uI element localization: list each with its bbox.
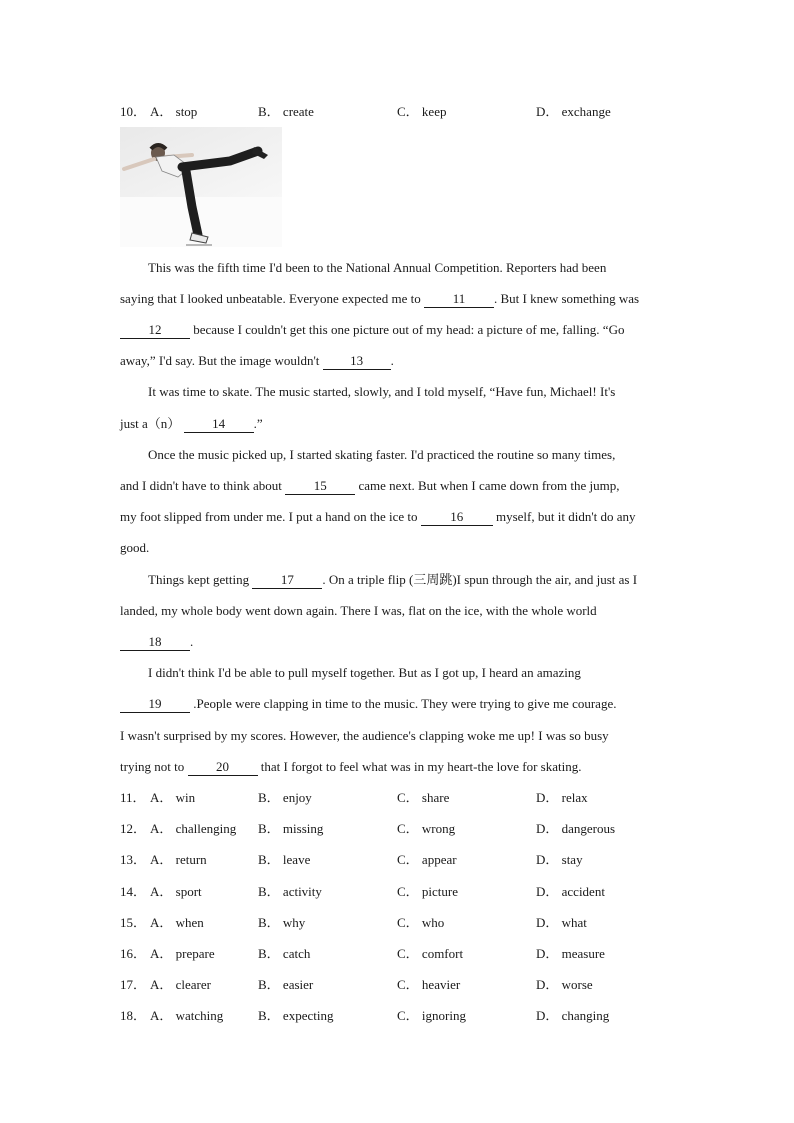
question-15-options <box>120 913 720 933</box>
passage-text: good. <box>120 540 150 555</box>
passage-text: .” <box>253 416 263 431</box>
option-b: B． activity <box>258 884 322 899</box>
blank-20[interactable]: 20 <box>188 759 258 776</box>
blank-11[interactable]: 11 <box>424 291 494 308</box>
figure-skater-image <box>120 127 282 247</box>
passage-text: and I didn't have to think about <box>120 478 286 493</box>
blank-18[interactable]: 18 <box>120 634 190 651</box>
passage-text: . <box>190 634 194 649</box>
question-13-options <box>120 850 720 870</box>
option-b: B． missing <box>258 821 324 836</box>
passage-line <box>120 476 680 496</box>
option-a: A． clearer <box>150 977 211 992</box>
option-b: B． easier <box>258 977 314 992</box>
passage-line <box>120 320 680 340</box>
option-b: B． expecting <box>258 1008 334 1023</box>
question-number: 18． <box>120 1008 147 1023</box>
option-a: A． watching <box>150 1008 224 1023</box>
question-17-options <box>120 975 720 995</box>
option-a: A． sport <box>150 884 202 899</box>
blank-14[interactable]: 14 <box>184 416 254 433</box>
passage-text: came next. But when I came down from the jump, <box>355 478 620 493</box>
passage-text: Things kept getting <box>148 572 253 587</box>
option-a: A． when <box>150 915 204 930</box>
option-d: D． measure <box>536 946 605 961</box>
passage-line <box>148 258 680 278</box>
passage-line <box>120 289 680 309</box>
option-d: D． accident <box>536 884 605 899</box>
passage-line <box>120 632 680 652</box>
option-c: C． ignoring <box>397 1008 466 1023</box>
option-c: C． appear <box>397 852 457 867</box>
passage-line <box>148 382 680 402</box>
blank-15[interactable]: 15 <box>285 478 355 495</box>
passage-line <box>120 414 680 434</box>
option-a: A． return <box>150 852 207 867</box>
passage-text: trying not to <box>120 759 188 774</box>
option-d: D． stay <box>536 852 583 867</box>
question-16-options <box>120 944 720 964</box>
passage-text: . But I knew something was <box>493 291 640 306</box>
passage-text: that I forgot to feel what was in my heart-the love for skating. <box>257 759 582 774</box>
passage-text: away,” I'd say. But the image wouldn't <box>120 353 323 368</box>
question-14-options <box>120 882 720 902</box>
blank-12[interactable]: 12 <box>120 322 190 339</box>
passage-line <box>148 570 680 590</box>
option-c: C． share <box>397 790 450 805</box>
passage-line <box>120 757 680 777</box>
option-d: D． dangerous <box>536 821 616 836</box>
question-10-options <box>120 102 720 122</box>
option-d: D． changing <box>536 1008 610 1023</box>
question-number: 13． <box>120 852 147 867</box>
passage-text: I didn't think I'd be able to pull myself together. But as I got up, I heard an amazing <box>148 665 581 680</box>
question-number: 12． <box>120 821 147 836</box>
option-c: C． heavier <box>397 977 461 992</box>
question-number: 11． <box>120 790 146 805</box>
passage-text: . <box>390 353 394 368</box>
question-12-options <box>120 819 720 839</box>
option-d: D． exchange <box>536 104 611 119</box>
option-c: C． keep <box>397 104 447 119</box>
passage-line <box>120 694 680 714</box>
option-b: B． create <box>258 104 314 119</box>
option-a: A． prepare <box>150 946 215 961</box>
question-18-options <box>120 1006 720 1026</box>
question-number: 16． <box>120 946 147 961</box>
option-b: B． leave <box>258 852 311 867</box>
passage-line <box>120 726 680 746</box>
passage-text: . On a triple flip (三周跳)I spun through the air, and just as I <box>322 572 638 587</box>
option-a: A． stop <box>150 104 198 119</box>
passage-text: I wasn't surprised by my scores. However, the audience's clapping woke me up! I was so busy <box>120 728 609 743</box>
option-d: D． what <box>536 915 587 930</box>
option-b: B． catch <box>258 946 311 961</box>
passage-line <box>120 351 680 371</box>
passage-text: Once the music picked up, I started skating faster. I'd practiced the routine so many times, <box>148 447 616 462</box>
passage-text: my foot slipped from under me. I put a hand on the ice to <box>120 509 421 524</box>
passage-line <box>120 507 680 527</box>
passage-line <box>148 663 680 683</box>
option-d: D． relax <box>536 790 588 805</box>
passage-text: because I couldn't get this one picture out of my head: a picture of me, falling. “Go <box>190 322 625 337</box>
blank-19[interactable]: 19 <box>120 696 190 713</box>
option-b: B． why <box>258 915 306 930</box>
blank-13[interactable]: 13 <box>323 353 391 370</box>
option-a: A． win <box>150 790 196 805</box>
option-a: A． challenging <box>150 821 237 836</box>
blank-17[interactable]: 17 <box>252 572 322 589</box>
passage-text: myself, but it didn't do any <box>492 509 636 524</box>
passage-text: It was time to skate. The music started, slowly, and I told myself, “Have fun, Michael! It's <box>148 384 616 399</box>
question-number: 17． <box>120 977 147 992</box>
passage-text: .People were clapping in time to the music. They were trying to give me courage. <box>190 696 617 711</box>
question-number: 15． <box>120 915 147 930</box>
question-11-options <box>120 788 720 808</box>
passage-line <box>120 601 680 621</box>
option-c: C． picture <box>397 884 459 899</box>
question-number: 10． <box>120 104 147 119</box>
option-c: C． who <box>397 915 445 930</box>
passage-line <box>148 445 680 465</box>
option-c: C． comfort <box>397 946 464 961</box>
passage-line <box>120 538 680 558</box>
passage-text: landed, my whole body went down again. There I was, flat on the ice, with the whole world <box>120 603 597 618</box>
option-b: B． enjoy <box>258 790 312 805</box>
option-d: D． worse <box>536 977 593 992</box>
question-number: 14． <box>120 884 147 899</box>
option-c: C． wrong <box>397 821 456 836</box>
blank-16[interactable]: 16 <box>421 509 493 526</box>
passage-text: saying that I looked unbeatable. Everyone expected me to <box>120 291 424 306</box>
passage-text: just a（n） <box>120 416 184 431</box>
passage-text: This was the fifth time I'd been to the National Annual Competition. Reporters had been <box>148 260 607 275</box>
